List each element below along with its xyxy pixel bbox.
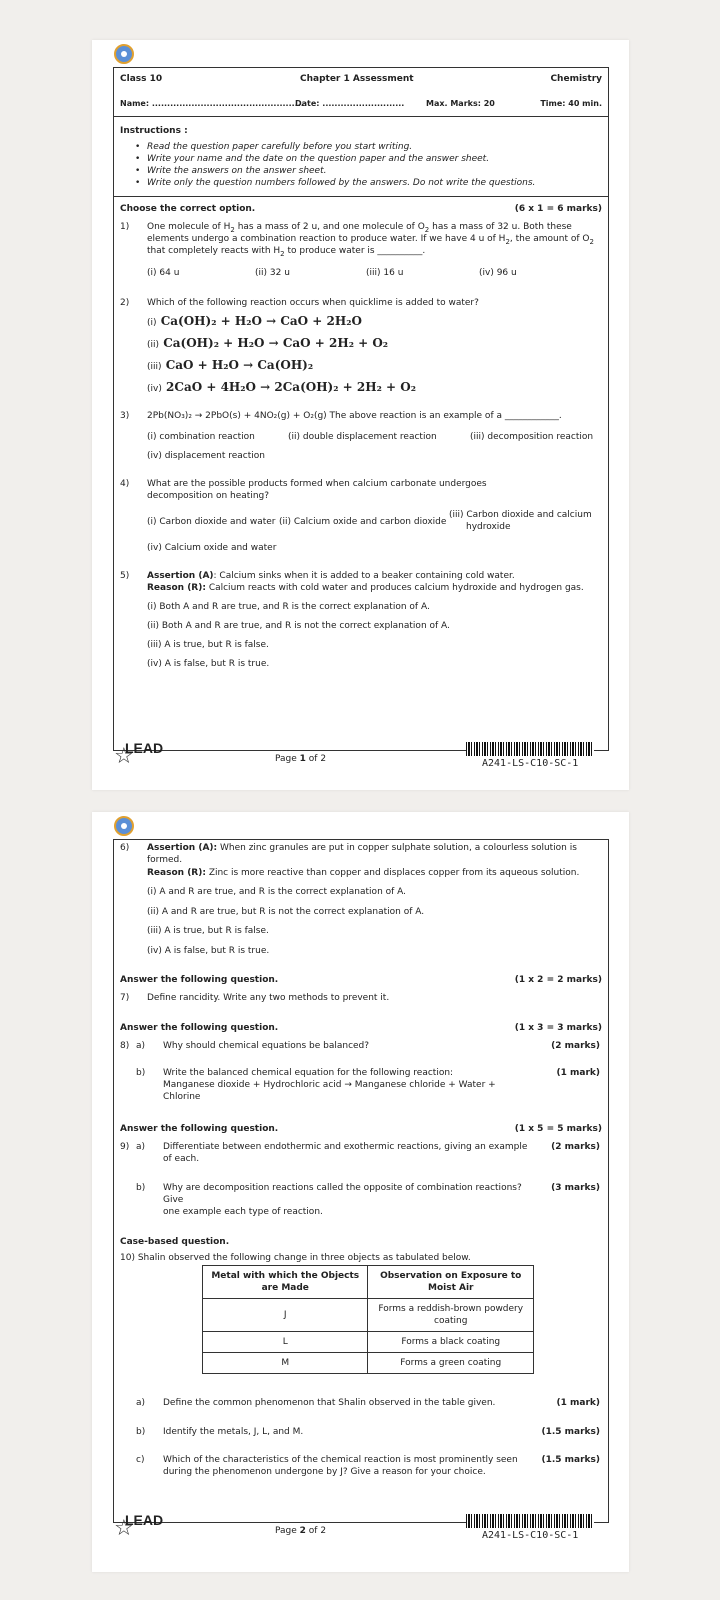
question-number: 4) <box>120 479 130 489</box>
q1-line-3: that completely reacts with $H_2$ to produce water is __________. <box>147 246 426 258</box>
option: (ii) 32 u <box>255 268 290 278</box>
q6-assertion-cont: formed. <box>147 855 183 865</box>
subject-label: Chemistry <box>550 74 602 84</box>
option: (ii) A and R are true, but R is not the correct explanation of A. <box>147 907 425 917</box>
option-equation: (iii) CaO + H₂O → Ca(OH)₂ <box>147 358 314 372</box>
instruction-item: • Read the question paper carefully before you start writing. <box>147 141 412 153</box>
q10c-text: Which of the characteristics of the chemical reaction is most prominently seen <box>163 1455 518 1465</box>
table-header: Metal with which the Objects are Made <box>203 1266 368 1299</box>
table-cell: M <box>203 1353 368 1374</box>
q5-reason: Reason (R): Calcium reacts with cold water and produces calcium hydroxide and hydrogen gas. <box>147 583 584 593</box>
option: (ii) Calcium oxide and carbon dioxide <box>279 517 447 527</box>
q8b-text: Chlorine <box>163 1092 201 1102</box>
page-number: Page 1 of 2 <box>275 754 327 764</box>
marks-label: (2 marks) <box>551 1142 600 1152</box>
q5-assertion: Assertion (A): Calcium sinks when it is added to a beaker containing cold water. <box>147 571 515 581</box>
option: (iv) A is false, but R is true. <box>147 659 270 669</box>
sub-label: c) <box>136 1455 145 1465</box>
option: (iv) displacement reaction <box>147 451 265 461</box>
question-number: 9) <box>120 1142 130 1152</box>
question-number: 1) <box>120 222 130 232</box>
chapter-title: Chapter 1 Assessment <box>300 74 414 84</box>
max-marks: Max. Marks: 20 <box>426 99 495 108</box>
option-equation: (iv) 2CaO + 4H₂O → 2Ca(OH)₂ + 2H₂ + O₂ <box>147 380 416 394</box>
section-title: Answer the following question. <box>120 975 279 985</box>
q1-line-1: One molecule of $H_2$ has a mass of 2 u, and one molecule of $O_2$ has a mass of 32 u. Both these <box>147 222 572 234</box>
barcode-icon <box>466 1514 594 1528</box>
q8a-text: Why should chemical equations be balanced? <box>163 1041 370 1051</box>
instruction-item: • Write your name and the date on the question paper and the answer sheet. <box>147 153 489 165</box>
option: (i) Carbon dioxide and water <box>147 517 276 527</box>
q9b-text: one example each type of reaction. <box>163 1207 323 1217</box>
option-equation: (i) Ca(OH)₂ + H₂O → CaO + 2H₂O <box>147 314 362 328</box>
exam-page-2 <box>92 812 629 1572</box>
sub-label: a) <box>136 1041 146 1051</box>
section-title: Case-based question. <box>120 1237 230 1247</box>
q7-text: Define rancidity. Write any two methods to prevent it. <box>147 993 390 1003</box>
class-label: Class 10 <box>120 74 163 84</box>
question-number: 8) <box>120 1041 130 1051</box>
q6-reason: Reason (R): Zinc is more reactive than copper and displaces copper from its aqueous solution. <box>147 868 580 878</box>
q8b-text: Write the balanced chemical equation for the following reaction: <box>163 1068 454 1078</box>
section-marks: (1 x 2 = 2 marks) <box>514 975 602 985</box>
table-cell: L <box>203 1332 368 1353</box>
option-continued: hydroxide <box>466 522 511 532</box>
instruction-item: • Write the answers on the answer sheet. <box>147 165 326 177</box>
q3-text: 2Pb(NO₃)₂ → 2PbO(s) + 4NO₂(g) + O₂(g) The above reaction is an example of a ____________. <box>147 411 562 421</box>
q10c-text: during the phenomenon undergone by J? Give a reason for your choice. <box>163 1467 486 1477</box>
brand-logo: LEAD <box>125 1512 164 1528</box>
marks-label: (3 marks) <box>551 1183 600 1193</box>
brand-logo: LEAD <box>125 740 164 756</box>
option: (iii) A is true, but R is false. <box>147 926 269 936</box>
marks-label: (1.5 marks) <box>541 1455 600 1465</box>
marks-label: (1 mark) <box>556 1398 600 1408</box>
time-limit: Time: 40 min. <box>540 99 602 108</box>
table-row <box>203 1299 534 1332</box>
marks-label: (2 marks) <box>551 1041 600 1051</box>
question-number: 7) <box>120 993 130 1003</box>
option: (iv) Calcium oxide and water <box>147 543 277 553</box>
sub-label: b) <box>136 1427 146 1437</box>
table-cell: J <box>203 1299 368 1332</box>
sub-label: b) <box>136 1068 146 1078</box>
barcode-icon <box>466 742 594 756</box>
table-header-row <box>203 1266 534 1299</box>
page-number: Page 2 of 2 <box>275 1526 327 1536</box>
school-logo-icon <box>114 44 134 64</box>
q4-text: What are the possible products formed when calcium carbonate undergoes <box>147 479 487 489</box>
option: (iv) A is false, but R is true. <box>147 946 270 956</box>
option: (i) 64 u <box>147 268 180 278</box>
paper-code: A241-LS-C10-SC-1 <box>482 758 579 769</box>
marks-label: (1 mark) <box>556 1068 600 1078</box>
instruction-item: • Write only the question numbers followed by the answers. Do not write the questions. <box>147 177 535 189</box>
sub-label: a) <box>136 1398 146 1408</box>
sub-label: a) <box>136 1142 146 1152</box>
q2-text: Which of the following reaction occurs when quicklime is added to water? <box>147 298 479 308</box>
exam-page-1 <box>92 40 629 790</box>
option: (i) combination reaction <box>147 432 255 442</box>
q9a-text: of each. <box>163 1154 200 1164</box>
option: (ii) double displacement reaction <box>288 432 437 442</box>
question-number: 6) <box>120 843 130 853</box>
option: (iii) decomposition reaction <box>470 432 594 442</box>
name-field: Name: .................................................. <box>120 99 304 108</box>
marks-label: (1.5 marks) <box>541 1427 600 1437</box>
observation-table <box>202 1265 534 1374</box>
paper-code: A241-LS-C10-SC-1 <box>482 1530 579 1541</box>
q9b-text: Give <box>163 1195 184 1205</box>
divider <box>114 116 608 117</box>
date-field: Date: ........................... <box>295 99 405 108</box>
q10-intro: 10) Shalin observed the following change in three objects as tabulated below. <box>120 1253 471 1263</box>
divider <box>114 196 608 197</box>
school-logo-icon <box>114 816 134 836</box>
section-marks: (1 x 5 = 5 marks) <box>514 1124 602 1134</box>
table-cell: Forms a green coating <box>368 1353 534 1374</box>
q1-line-2: elements undergo a combination reaction to produce water. If we have 4 u of $H_2$, the amount of $O_2$ <box>147 234 594 246</box>
section-title: Choose the correct option. <box>120 204 256 214</box>
option: (iii) 16 u <box>366 268 404 278</box>
q6-assertion: Assertion (A): When zinc granules are put in copper sulphate solution, a colourless solution is <box>147 843 577 853</box>
table-header: Observation on Exposure to Moist Air <box>368 1266 534 1299</box>
option: (ii) Both A and R are true, and R is not the correct explanation of A. <box>147 621 450 631</box>
option: (i) Both A and R are true, and R is the correct explanation of A. <box>147 602 430 612</box>
option-equation: (ii) Ca(OH)₂ + H₂O → CaO + 2H₂ + O₂ <box>147 336 389 350</box>
table-cell: Forms a black coating <box>368 1332 534 1353</box>
question-number: 5) <box>120 571 130 581</box>
star-logo-icon: ☆ <box>114 1516 134 1541</box>
q4-text: decomposition on heating? <box>147 491 270 501</box>
q9b-text: Why are decomposition reactions called the opposite of combination reactions? <box>163 1183 522 1193</box>
section-title: Answer the following question. <box>120 1023 279 1033</box>
q9a-text: Differentiate between endothermic and exothermic reactions, giving an example <box>163 1142 528 1152</box>
star-logo-icon: ☆ <box>114 744 134 769</box>
table-row <box>203 1332 534 1353</box>
section-marks: (6 x 1 = 6 marks) <box>514 204 602 214</box>
q10b-text: Identify the metals, J, L, and M. <box>163 1427 304 1437</box>
option: (iv) 96 u <box>479 268 517 278</box>
option: (iii) A is true, but R is false. <box>147 640 269 650</box>
section-marks: (1 x 3 = 3 marks) <box>514 1023 602 1033</box>
table-cell: Forms a reddish-brown powdery coating <box>368 1299 534 1332</box>
option: (i) A and R are true, and R is the correct explanation of A. <box>147 887 407 897</box>
option: (iii) Carbon dioxide and calcium <box>449 510 592 520</box>
page-1-frame <box>113 67 609 751</box>
section-title: Answer the following question. <box>120 1124 279 1134</box>
sub-label: b) <box>136 1183 146 1193</box>
page-2-frame <box>113 839 609 1523</box>
instructions-title: Instructions : <box>120 126 188 136</box>
q10a-text: Define the common phenomenon that Shalin observed in the table given. <box>163 1398 496 1408</box>
q8b-text: Manganese dioxide + Hydrochloric acid → Manganese chloride + Water + <box>163 1080 496 1090</box>
table-row <box>203 1353 534 1374</box>
question-number: 3) <box>120 411 130 421</box>
question-number: 2) <box>120 298 130 308</box>
